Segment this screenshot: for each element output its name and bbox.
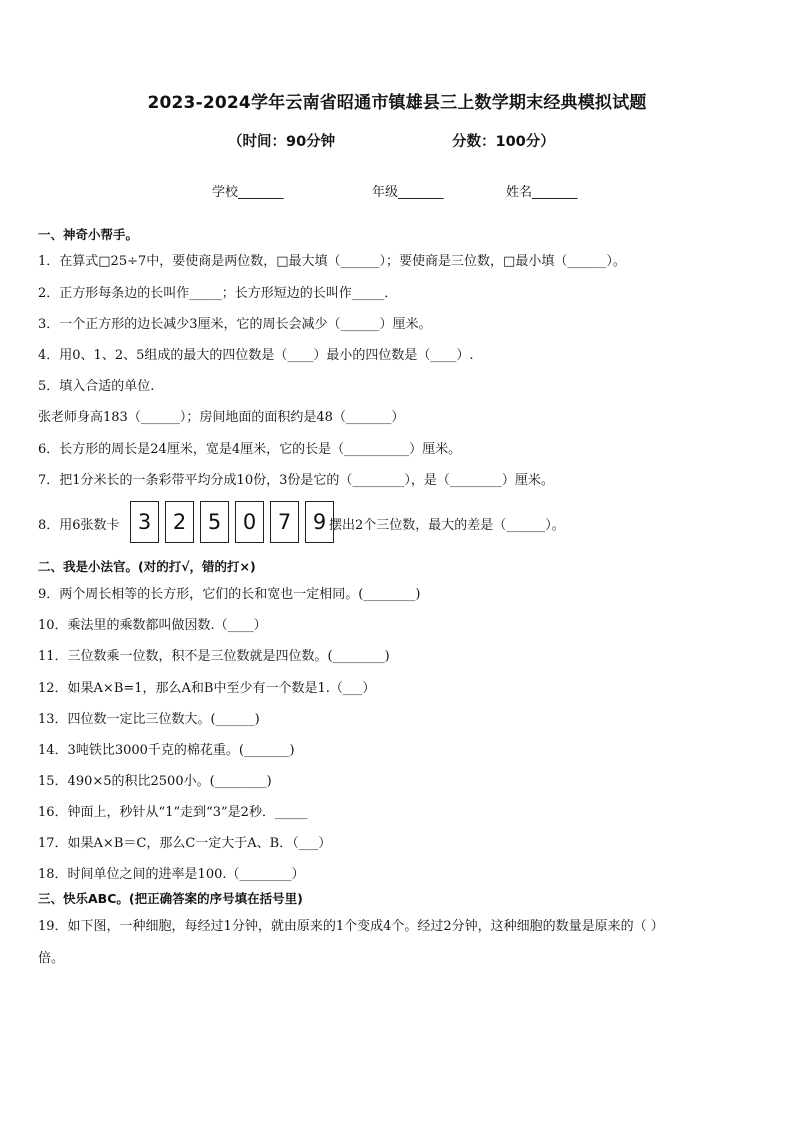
- grade-field: 年级_______: [372, 185, 444, 200]
- question-11: 11．三位数乘一位数，积不是三位数就是四位数。(________): [38, 649, 390, 664]
- question-3: 3．一个正方形的边长减少3厘米，它的周长会减少（______）厘米。: [38, 317, 432, 332]
- question-4: 4．用0、1、2、5组成的最大的四位数是（____）最小的四位数是（____）.: [38, 348, 474, 363]
- name-field: 姓名_______: [506, 185, 578, 200]
- exam-time: （时间：90分钟: [228, 134, 336, 150]
- question-10: 10．乘法里的乘数都叫做因数.（____）: [38, 618, 267, 633]
- question-7: 7．把1分米长的一条彩带平均分成10份，3份是它的（________），是（________）厘米。: [38, 473, 554, 488]
- question-5: 5．填入合适的单位.: [38, 379, 155, 394]
- question-1: 1．在算式□25÷7中，要使商是两位数，□最大填（______）；要使商是三位数，□最小填（______）。: [38, 254, 626, 269]
- exam-title: 2023-2024学年云南省昭通市镇雄县三上数学期末经典模拟试题: [147, 93, 647, 113]
- question-17: 17．如果A×B＝C，那么C一定大于A、B．（___）: [38, 836, 332, 851]
- section-3-heading: 三、快乐ABC。(把正确答案的序号填在括号里): [38, 891, 303, 906]
- number-card: 3: [130, 501, 159, 543]
- school-field: 学校_______: [212, 185, 284, 200]
- question-19-continued: 倍。: [38, 951, 65, 966]
- question-9: 9．两个周长相等的长方形，它们的长和宽也一定相同。(________): [38, 587, 421, 602]
- number-card: 9: [305, 501, 334, 543]
- exam-score: 分数：100分）: [452, 134, 555, 150]
- number-card: 7: [270, 501, 299, 543]
- question-8-suffix: 摆出2个三位数，最大的差是（______）。: [329, 518, 565, 533]
- question-6: 6．长方形的周长是24厘米，宽是4厘米，它的长是（__________）厘米。: [38, 442, 462, 457]
- question-14: 14．3吨铁比3000千克的棉花重。(_______): [38, 743, 295, 758]
- number-card: 0: [235, 501, 264, 543]
- number-card: 2: [165, 501, 194, 543]
- question-19: 19．如下图，一种细胞，每经过1分钟，就由原来的1个变成4个。经过2分钟，这种细胞的数量是原来的（ ）: [38, 919, 664, 934]
- question-16: 16．钟面上，秒针从“1”走到“3”是2秒．_____: [38, 805, 308, 820]
- question-8-prefix: 8．用6张数卡: [38, 518, 120, 533]
- question-15: 15．490×5的积比2500小。(________): [38, 774, 272, 789]
- section-2-heading: 二、我是小法官。(对的打√，错的打×): [38, 559, 256, 574]
- question-12: 12．如果A×B=1，那么A和B中至少有一个数是1.（___）: [38, 681, 376, 696]
- number-card: 5: [200, 501, 229, 543]
- question-2: 2．正方形每条边的长叫作_____；长方形短边的长叫作_____．: [38, 286, 398, 301]
- number-cards: [130, 501, 334, 543]
- section-1-heading: 一、神奇小帮手。: [38, 227, 139, 242]
- question-13: 13．四位数一定比三位数大。(______): [38, 712, 260, 727]
- question-18: 18．时间单位之间的进率是100.（________）: [38, 867, 305, 882]
- question-5-detail: 张老师身高183（______）；房间地面的面积约是48（_______）: [38, 410, 405, 425]
